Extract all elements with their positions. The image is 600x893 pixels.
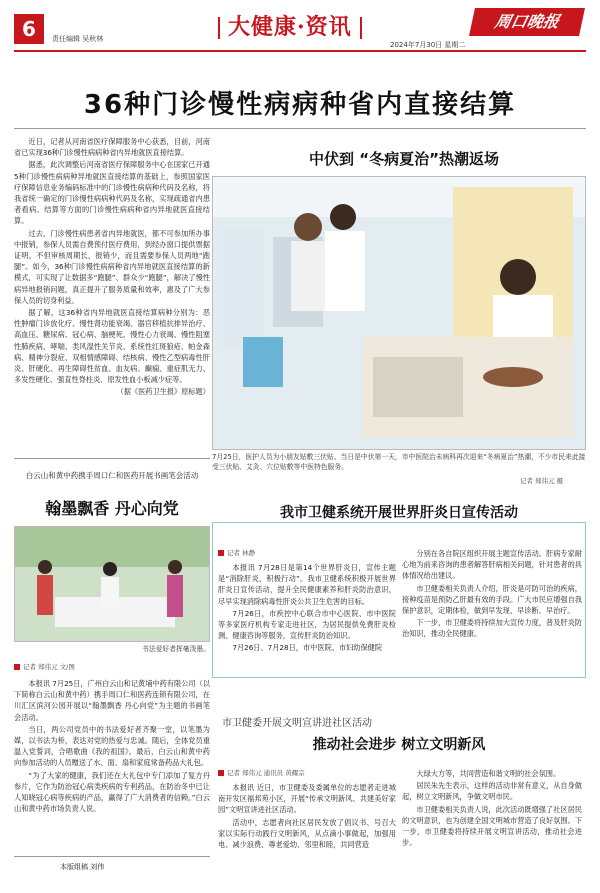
footer-rule <box>14 856 210 857</box>
byline-marker <box>14 664 20 670</box>
calligraphy-headline: 翰墨飘香 丹心向党 <box>45 499 179 518</box>
paragraph: 居民朱先生表示，这样的活动非常有意义，从自身做起，树立文明新风，争做文明市民。 <box>402 781 582 802</box>
paragraph: 本报讯 7月25日，广州白云山和记黄埔中药有限公司（以下简称白云山和黄中药）携手周口仁和医药连锁有限公司，在川汇区滨河公园开展以“翰墨飘香 丹心向党”为主题的书画笔会活动。 <box>14 679 210 722</box>
editor-line: 责任编辑 吴秋林 <box>52 35 104 43</box>
liver-author <box>218 548 255 557</box>
byline-marker <box>218 770 224 776</box>
byline-marker <box>218 550 224 556</box>
paragraph: 本报讯 7月28日是第14个世界肝炎日，宣传主题是“消除肝炎，积极行动”。我市卫健系统积极开展世界肝炎日宣传活动，提升全民健康素养和肝炎防治意识，尽早实现消除病毒性肝炎公共卫生危害的目标。 <box>218 563 396 606</box>
paragraph: 市卫健委相关负责人介绍，肝炎是可防可治的疾病，接种疫苗是预防乙肝最有效的手段。广大市民应增强自我保护意识，定期体检，做到早发现、早诊断、早治疗。 <box>402 583 582 616</box>
paragraph: 市卫健委相关负责人说，此次活动既增强了社区居民的文明意识，也为创建全国文明城市营造了良好氛围。下一步，市卫健委将持续开展文明宣讲活动，推动社会进步。 <box>402 804 582 848</box>
photo-credit: 记者 郑伟元 摄 <box>520 477 564 485</box>
clinic-photo <box>212 176 586 450</box>
paragraph: 分别在各自院区组织开展主题宣传活动。肝病专家耐心地为前来咨询的患者解答肝病相关问题，针对患者的具体情况给出建议。 <box>402 549 582 581</box>
paragraph: 据悉，此次调整后河南省医疗保障服务中心在国家已开通5种门诊慢性病病种异地就医直接结算的基础上，参照国家医疗保障信息业务编码标准中的门诊慢性病病种代码及名称，将我省统一确定的门诊慢性病病种代码及名称，实现疏通省内患者看病、结算等方面的门诊慢性病病种省内异地就医直接结算。 <box>14 160 210 226</box>
calligraphy-photo-caption: 书法爱好者挥毫泼墨。 <box>142 645 210 653</box>
main-story-body <box>14 136 210 442</box>
main-headline: 36种门诊慢性病病种省内直接结算 <box>83 90 517 120</box>
paragraph: 7月26日、7月28日，市中医院、市妇幼保健院 <box>232 643 383 653</box>
newspaper-logo: 周口晚报 <box>469 8 585 36</box>
section-title <box>210 10 370 41</box>
paragraph: 下一步，市卫健委将持续加大宣传力度，普及肝炎防治知识，推动全民健康。 <box>402 618 582 639</box>
paragraph: 过去，门诊慢性病患者省内异地就医，都不可参加所办事中报销，参保人员需自费预付医疗费用，到经办窗口提供票据证明，不但审核周期长，报销少，而且需要参保人员两地“跑腿”。如今，36种门诊慢性病病种省内异地就医直接结算的新模式，可实现了让数据多“跑腿”、群众少“跑腿”，解决了慢性病异地报销问题，真正提升了服务质量和效率，惠及了广大参保人员的切身利益。 <box>14 228 210 305</box>
civic-col-1 <box>218 782 396 874</box>
section-divider-left <box>218 17 220 39</box>
calligraphy-top-rule <box>14 458 210 459</box>
civic-kicker: 市卫健委开展文明宣讲进社区活动 <box>222 718 372 729</box>
paragraph: 活动中，志愿者向社区居民发放了倡议书、号召大家以实际行动践行文明新风，从点滴小事做起，加强用电、减少浪费、尊老爱幼、邻里和睦，共同营造 <box>218 817 396 850</box>
calligraphy-photo <box>14 526 210 642</box>
page-number: 6 <box>14 14 44 44</box>
paragraph: 据了解，这36种省内异地就医直接结算病种分别为：恶性肿瘤门诊放化疗、慢性肾功能衰竭、器官移植抗排异治疗、高血压、糖尿病、冠心病、脑梗死、慢性心力衰竭、慢性阻塞性肺疾病、哮喘、类风湿性关节炎、系统性红斑狼疮、帕金森病、精神分裂症、双相情感障碍、结核病、慢性乙型病毒性肝炎、肝硬化、再生障碍性贫血、血友病、癫痫、重症肌无力、多发性硬化、强直性脊柱炎、原发性血小板减少症等。 <box>14 308 210 385</box>
paragraph: 大绿大方等，共同营造和谐文明的社会氛围。 <box>416 769 561 778</box>
issue-date: 2024年7月30日 星期二 <box>390 41 466 49</box>
calligraphy-photo-image <box>15 527 210 642</box>
photo-story-headline: 中伏到 “冬病夏治”热潮返场 <box>309 150 499 168</box>
civic-headline: 推动社会进步 树立文明新风 <box>312 737 486 753</box>
calligraphy-author-text: 记者 郑伟元 文/图 <box>23 663 75 671</box>
section-divider-right <box>360 17 362 39</box>
section-name: 大健康·资讯 <box>228 14 352 40</box>
header-rule <box>14 50 586 52</box>
civic-author-text: 记者 郑伟元 通讯员 黄耀宗 <box>227 769 305 777</box>
calligraphy-kicker: 白云山和黄中药携手周口仁和医药开展书画笔会活动 <box>25 471 199 480</box>
civic-col-2 <box>402 768 582 874</box>
paragraph: 当日，两公司党员中的书法爱好者齐聚一堂，以笔墨为媒，以书法为桥，表达对党的热爱与忠诚。随后，全体党员重温入党誓词，合唱歌曲《我的祖国》。最后，白云山和黄中药向参加活动的人员赠送了水、面、扇和家庭常备药品大礼包。 <box>14 724 210 768</box>
calligraphy-author <box>14 662 75 671</box>
liver-col-1 <box>218 562 396 674</box>
paragraph: “为了大家的健康，我们还在大礼包中专门添加了复方丹参片，它作为防治冠心病类疾病的专利药品，在防治冬中已让人知晓冠心病等疾病的产品，赢得了广大消费者的信赖。”白云山和黄中药市场负责人说。 <box>14 770 210 814</box>
footer-editor-note: 本版组稿 刘伟 <box>60 863 105 871</box>
paragraph: 本报讯 近日，市卫健委及委属单位的志愿者走进城南开发区福邦苑小区，开展“传承文明新风、共建美好家园”文明宣讲进社区活动。 <box>218 783 396 815</box>
paragraph: 近日，记者从河南省医疗保障服务中心获悉，目前，河南省已实现36种门诊慢性病病种省内异地就医直接结算。 <box>14 137 210 158</box>
liver-col-2 <box>402 548 582 674</box>
clinic-photo-image <box>213 177 586 450</box>
photo-caption: 7月25日，医护人员为小朋友贴敷三伏贴。当日是中伏第一天，市中医院治未病科再次迎来“冬病夏治”热潮，不少市民来此接受三伏贴、艾灸、穴位贴敷等中医特色服务。 <box>212 453 586 471</box>
source-note: （据《医药卫生报》原标题） <box>116 387 210 397</box>
civic-author <box>218 768 305 777</box>
liver-headline: 我市卫健系统开展世界肝炎日宣传活动 <box>280 505 518 521</box>
headline-rule <box>14 128 586 129</box>
paragraph: 7月26日，市疾控中心联合市中心医院、市中医院等多家医疗机构专家走进社区，为居民提供免费肝炎检测、健康咨询等服务，宣传肝炎防治知识。 <box>218 608 396 641</box>
liver-author-text: 记者 林静 <box>227 549 256 557</box>
calligraphy-body <box>14 678 210 850</box>
